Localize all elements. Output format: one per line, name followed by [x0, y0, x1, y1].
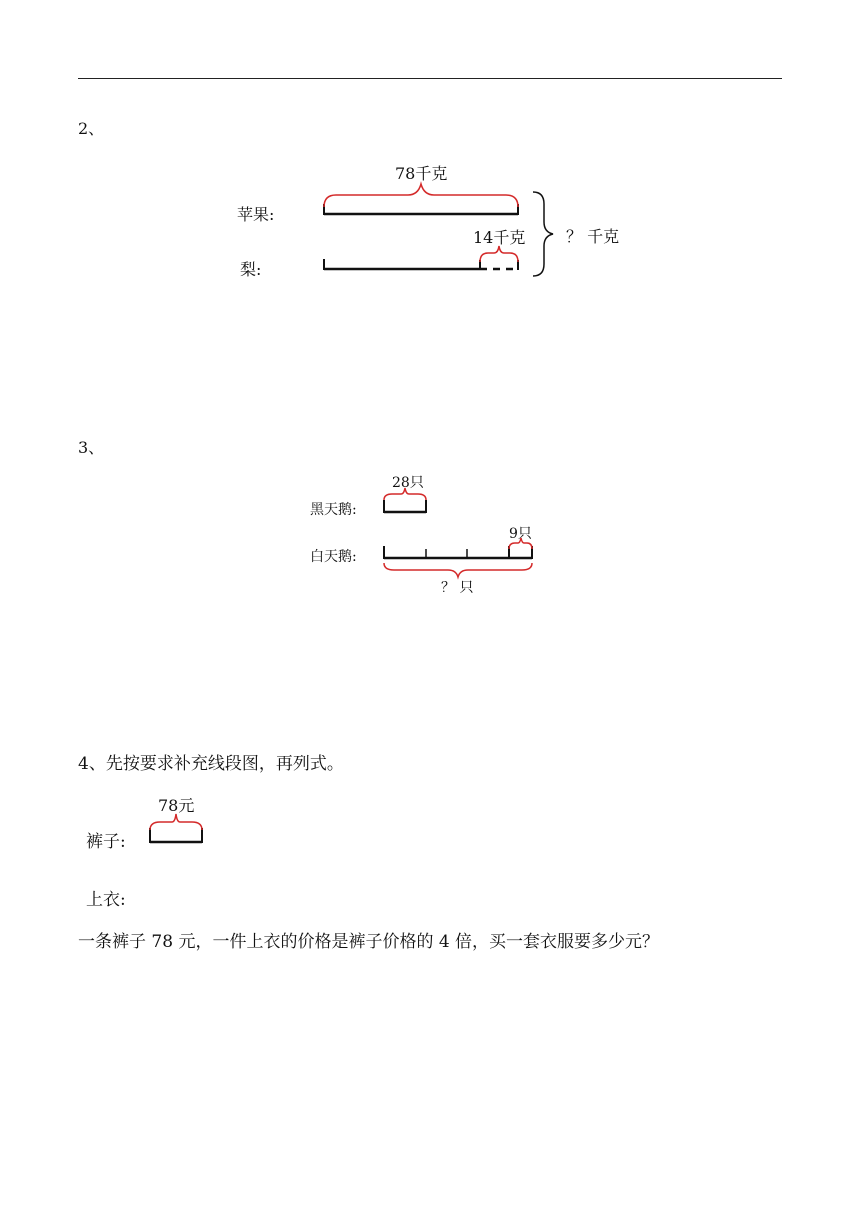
q2-number: 2、	[78, 119, 105, 138]
q2-pear-label: 梨:	[240, 260, 262, 279]
q4-top-label: 上衣:	[86, 890, 126, 910]
q4-problem-text: 一条裤子 78 元，一件上衣的价格是裤子价格的 4 倍，买一套衣服要多少元？	[78, 932, 660, 952]
q4-pants-label: 裤子:	[86, 832, 126, 852]
q2-apple-amount: 78千克	[395, 164, 448, 183]
q2-total: ？ 千克	[566, 227, 620, 246]
q3-black-label: 黑天鹅:	[310, 502, 357, 518]
q4-pants-amount: 78元	[158, 796, 195, 815]
q4-instruction: 4、先按要求补充线段图，再列式。	[78, 754, 344, 774]
q2-apple-label: 苹果:	[237, 205, 275, 224]
q3-number: 3、	[78, 438, 105, 457]
q3-black-amount: 28只	[392, 475, 424, 491]
q4-pants-brace	[150, 814, 202, 830]
q3-white-label: 白天鹅:	[310, 549, 357, 565]
q4-pants-segment	[150, 828, 202, 843]
q3-total: ？ 只	[441, 580, 474, 596]
q2-difference: 14千克	[473, 228, 526, 247]
q3-extra: 9只	[509, 526, 532, 542]
